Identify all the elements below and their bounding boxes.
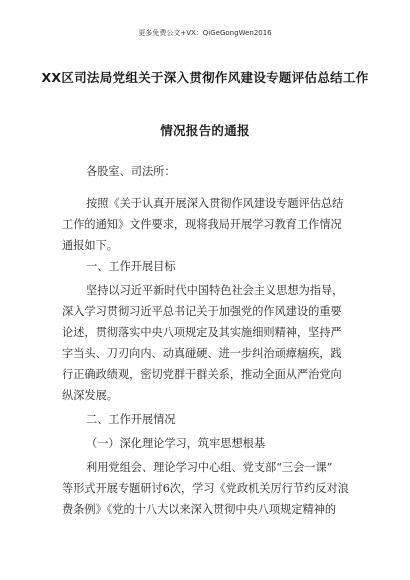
paragraph-line: 费条例》《党的十八大以来深入贯彻中央八项规定精神的 [62,503,337,516]
salutation: 各股室、司法所： [86,165,176,178]
paragraph-line: 行正确政绩观，密切党群干群关系，推动全面从严治党向 [62,368,342,381]
paragraph-line: 利用党组会、理论学习中心组、党支部“三会一课” [86,461,333,474]
paragraph-line: 深入学习贯彻习近平总书记关于加强党的作风建设的重要 [62,305,342,318]
paragraph-line: 通报如下。 [62,239,118,252]
document-title-line-1: XX区司法局党组关于深入贯彻作风建设专题评估总结工作 [41,70,369,85]
paragraph-line: 坚持以习近平新时代中国特色社会主义思想为指导， [86,284,344,297]
document-title-line-2: 情况报告的通报 [160,123,250,138]
paragraph-line: 等形式开展专题研讨6次，学习《党政机关厉行节约反对浪 [62,482,349,495]
section-heading: 一、工作开展目标 [86,260,176,273]
header-note: 更多免费公文+VX：QiGeGongWen2016 [138,29,272,37]
paragraph-line: 按照《关于认真开展深入贯彻作风建设专题评估总结 [86,197,344,210]
paragraph-line: 纵深发展。 [62,389,118,402]
paragraph-line: 论述，贯彻落实中央八项规定及其实施细则精神，坚持严 [62,326,342,339]
paragraph-line: 工作的通知》文件要求，现将我局开展学习教育工作情况 [62,218,342,231]
subsection-heading: （一）深化理论学习，筑牢思想根基 [86,437,266,450]
section-heading: 二、工作开展情况 [86,413,176,426]
paragraph-line: 字当头、刀刃向内、动真碰硬、进一步纠治顽瘴痼疾，践 [62,347,342,360]
